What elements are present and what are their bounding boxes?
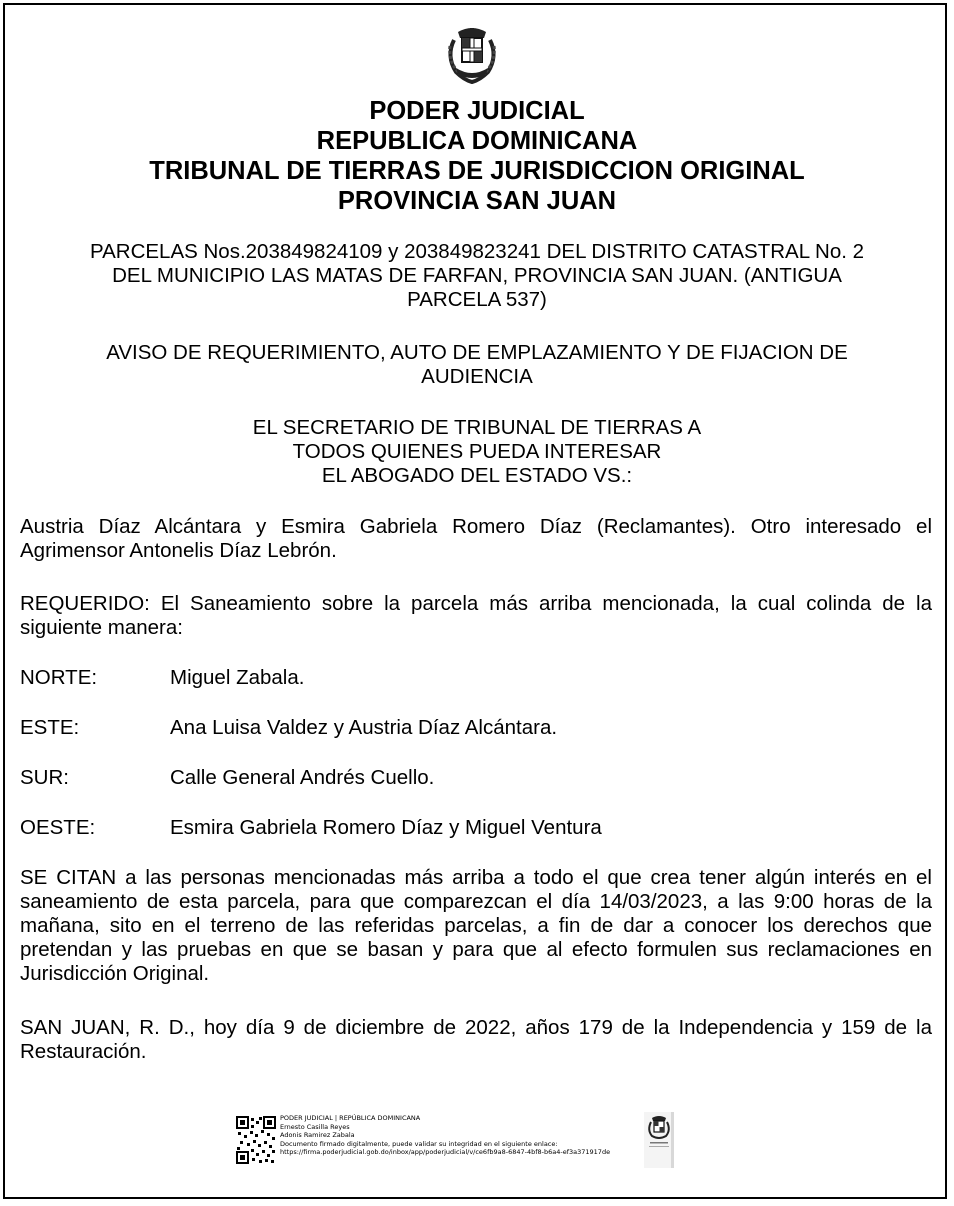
header-provincia: PROVINCIA SAN JUAN (337, 187, 617, 215)
colindancia-label: SUR: (20, 766, 69, 789)
document-header (0, 96, 954, 216)
colindancia-value: Calle General Andrés Cuello. (170, 766, 435, 789)
colindancia-value: Esmira Gabriela Romero Díaz y Miguel Ventura (170, 816, 602, 839)
parcelas-line-1: PARCELAS Nos.203849824109 y 203849823241 DEL DISTRITO CATASTRAL No. 2 (89, 240, 865, 263)
colindancia-value: Miguel Zabala. (170, 666, 305, 689)
signature-url[interactable]: https://firma.poderjudicial.gob.do/inbox/app/poderjudicial/v/ce6fb9a8-6847-4bf8-b6a4-ef3a371917de (280, 1148, 611, 1156)
digital-signature-block (236, 1112, 676, 1170)
signature-signer-1: Ernesto Casilla Reyes (280, 1122, 350, 1131)
secretario-line-3: EL ABOGADO DEL ESTADO VS.: (321, 464, 633, 487)
header-tribunal: TRIBUNAL DE TIERRAS DE JURISDICCION ORIGINAL (149, 157, 805, 185)
colindancia-oeste (20, 816, 602, 840)
parcelas-line-2: DEL MUNICIPIO LAS MATAS DE FARFAN, PROVINCIA SAN JUAN. (ANTIGUA (112, 264, 842, 287)
secretario-block (0, 416, 954, 488)
stamp-seal-icon (644, 1112, 674, 1168)
parcelas-block (0, 240, 954, 312)
header-republica: REPUBLICA DOMINICANA (316, 127, 638, 155)
aviso-block (0, 341, 954, 389)
signature-note: Documento firmado digitalmente, puede validar su integridad en el siguiente enlace: (280, 1139, 558, 1148)
secretario-line-1: EL SECRETARIO DE TRIBUNAL DE TIERRAS A (252, 416, 702, 439)
colindancia-sur (20, 766, 434, 790)
coat-of-arms-icon (440, 26, 504, 86)
parcelas-line-3: PARCELA 537) (407, 288, 547, 311)
aviso-line-1: AVISO DE REQUERIMIENTO, AUTO DE EMPLAZAMIENTO Y DE FIJACION DE (106, 341, 848, 364)
colindancia-value: Ana Luisa Valdez y Austria Díaz Alcántara. (170, 716, 558, 739)
signature-signer-2: Adonis Ramirez Zabala (280, 1131, 355, 1139)
colindancia-label: NORTE: (20, 666, 98, 689)
colindancia-label: ESTE: (20, 716, 80, 739)
requerido-paragraph: REQUERIDO: El Saneamiento sobre la parcela más arriba mencionada, la cual colinda de la siguiente manera: (20, 592, 932, 639)
colindancia-norte (20, 666, 304, 690)
citacion-paragraph: SE CITAN a las personas mencionadas más arriba a todo el que crea tener algún interés en el saneamiento de esta parcela, para que comparezcan el día 14/03/2023, a las 9:00 horas de la mañana, sito en el terreno de las referidas parcelas, a fin de dar a conocer los derechos que pretendan y las pruebas en que se basan y para que al efecto formulen sus reclamaciones en Jurisdicción Original. (20, 866, 932, 985)
fecha-paragraph: SAN JUAN, R. D., hoy día 9 de diciembre de 2022, años 179 de la Independencia y 159 de la Restauración. (20, 1016, 932, 1063)
reclamantes-paragraph: Austria Díaz Alcántara y Esmira Gabriela Romero Díaz (Reclamantes). Otro interesado el Agrimensor Antonelis Díaz Lebrón. (20, 515, 932, 562)
secretario-line-2: TODOS QUIENES PUEDA INTERESAR (292, 440, 662, 463)
colindancia-label: OESTE: (20, 816, 96, 839)
signature-details (280, 1114, 610, 1157)
colindancia-este (20, 716, 557, 740)
header-poder-judicial: PODER JUDICIAL (369, 97, 585, 125)
qr-code-icon[interactable] (236, 1116, 276, 1164)
aviso-line-2: AUDIENCIA (421, 365, 533, 388)
signature-institution: PODER JUDICIAL | REPÚBLICA DOMINICANA (280, 1114, 421, 1122)
